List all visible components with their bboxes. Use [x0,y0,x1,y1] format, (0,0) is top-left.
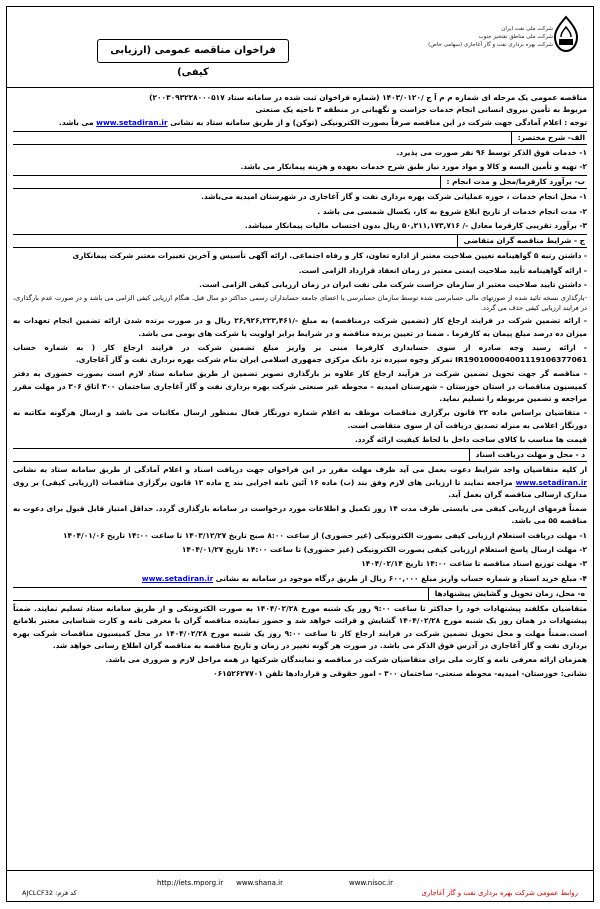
section-c-item: - داشتن تایید صلاحیت معتبر از سازمان حراست شرکت ملی نفت ایران در زمان ارزیابی کیفی الزامی است. [199,279,587,289]
tender-attention [13,117,587,129]
section-e-text: متقاضیان مکلفند پیشنهادات خود را حداکثر تا ساعت ۹:۰۰ روز یک شنبه مورخ ۱۴۰۴/۰۲/۲۸ به صورت الکترونیکی و از طریق سامانه ستاد تسلیم نمایند. ضمناً پیشنهادات در همان روز یک شنبه مورخ ۱۴۰۴/۰۲/۲۸ گشایش و قرائت خواهد شد و حضور نماینده مناقصه گران با معرفی نامه و کارت شناسایی معتبر بلامانع است.ضمناً مهلت و محل تحویل تضمین شرکت در فرایند ارجاع کار تا ساعت ۹:۰۰ روز یک شنبه مورخ ۱۴۰۴/۰۲/۲۸ در محل کمیسیون مناقصات شرکت بهره برداری نفت و گاز آغاجاری در آدرس فوق الذکر می باشد. در صورت هر گونه تغییر در زمان و تاریخ مناقصه به مناقصه گران اطلاع رسانی خواهد شد. [13,603,587,650]
section-c-item: - متقاضیان براساس ماده ۲۲ قانون برگزاری مناقصات موظف به اعلام شماره دورنگار فعال بمنظور ارسال مکاتبات می باشد و ارسال هرگونه مکاتبه به دورنگار اعلامی به منزله تصدیق دریافت آن از سوی متقاضی است. [13,408,587,430]
setad-link[interactable]: www.setadiran.ir [141,573,214,583]
section-c-item: - داشتن رتبه ۵ گواهینامه تعیین صلاحیت معتبر از اداره تعاون، کار و رفاه اجتماعی. ارائه آگهی تأسیس و آخرین تغییرات معتبر شرکت پیمانکاری [72,251,587,261]
company-logo-block [413,15,583,79]
section-d-text-2: مراجعه نمایند تا ارزیابی های لازم وفق بند (ب) ماده ۱۶ آئین نامه اجرایی بند ج ماده ۱۲ قانون برگزاری مناقصات (ارزیابی کیفی) بر روی مدارک ارسالی مناقصه گران بعمل آید. [13,477,587,499]
section-c-item: - مناقصه گر جهت تحویل تضمین شرکت در فرآیند ارجاع کار علاوه بر بارگذاری تصویر تضمین از طریق سامانه ستاد لازم است بصورت حضوری به دفتر کمیسیون مناقصات در استان خوزستان – شهرستان امیدیه – محوطه غیر صنعتی شرکت بهره برداری نفت و گاز آغاجاری ساختمان ۳۰۰ اتاق ۳۰۶ در مهلت مقرر مراجعه و تضمین مربوطه را تسلیم نماید. [13,369,587,404]
org-line-3: شرکت بهره برداری نفت و گاز آغاجاری (سهامی خاص) [428,42,553,48]
section-c-item: قیمت ها مناسب با کالای ساخت داخل با لحاظ کیفیت ارائه گردد. [354,434,587,444]
section-e-address: نشانی: خوزستان- امیدیه- محوطه صنعتی- ساختمان ۳۰۰ - امور حقوقی و قراردادها تلفن ۰۶۱۵۲۶۲۷۷۰۱ [213,669,587,679]
section-d-heading: د - محل و مهلت دریافت اسناد [13,448,587,462]
section-d-text-3: ضمناً فرمهای ارزیابی کیفی می بایستی ظرف مدت ۱۴ روز تکمیل و اطلاعات مورد درخواست در سامانه بارگذاری گردد. حداقل امتیاز قابل قبول برای دعوت به مناقصه ۵۵ می باشد. [13,504,587,526]
section-a-heading: الف- شرح مختصر: [13,131,587,145]
iets-url[interactable]: http://iets.mporg.ir [157,879,224,887]
section-d-item-2: ۲- مهلت ارسال پاسخ استعلام ارزیابی کیفی بصورت الکترونیکی (غیر حضوری) تا ساعت ۱۴:۰۰ تاریخ ۱۴۰۴/۰۱/۲۷ [181,545,587,555]
section-d-item-4-text: ۴- مبلغ خرید اسناد و شماره حساب واریز مبلغ ۶۰۰,۰۰۰ ریال از طریق درگاه موجود در سامانه به نشانی [215,573,587,583]
section-d-text-1: از کلیه متقاضیان واجد شرایط دعوت بعمل می آید ظرف مهلت مقرر در این فراخوان جهت دریافت اسناد و اعلام آمادگی از طریق سامانه ستاد به نشانی [13,465,587,475]
nioc-logo-icon [549,15,583,55]
tender-subject: مربوط به تأمین نیروی انسانی انجام خدمات حراست و نگهبانی در منطقه ۳ ناحیه یک صنعتی [255,105,587,115]
section-b-item-2: ۲- مدت انجام خدمات از تاریخ ابلاغ شروع به کار، یکسال شمسی می باشد . [317,206,587,216]
org-line-2: شرکت ملی مناطق نفتخیز جنوب [478,34,553,40]
public-relations-text: روابط عمومی شرکت بهره برداری نفت و گاز آغاجاری [421,889,578,897]
setad-link[interactable]: www.setadiran.ir [515,477,588,487]
organization-name [413,25,553,49]
nisoc-url[interactable]: www.nisoc.ir [349,879,393,887]
section-c-item: -بارگذاری نسخه تائید شده از صورتهای مالی حسابرسی شده توسط سازمان حسابرسی یا اعضای جامعه حسابداران رسمی حداکثر دو سال قبل. هنگام ارزیابی کیفی الزامی می باشد و در صورت عدم بارگذاری، در فرایند ارزیابی کیفی حذف می گردد. [13,294,587,313]
section-d-item-3: ۳- مهلت توزیع اسناد مناقصه تا ساعت ۱۴:۰۰ تاریخ ۱۴۰۴/۰۲/۱۴ [361,559,587,569]
section-d-text [13,464,587,501]
section-c-item: - ارائه گواهینامه تأیید صلاحیت ایمنی معتبر در زمان انعقاد قرارداد الزامی است. [298,265,587,275]
setad-link[interactable]: www.setadiran.ir [96,117,168,127]
attention-end: می باشد. [59,117,94,127]
attention-text: توجه : اعلام آمادگی جهت شرکت در این مناقصه صرفاً بصورت الکترونیکی (توکن) و از طریق سامانه ستاد به نشانی [170,117,587,127]
section-c-heading: ج - شرایط مناقصه گران متقاضی [13,234,587,248]
section-b-item-3: ۳- برآورد تقریبی کارفرما معادل -/ ۵۰,۲۱۱,۱۷۳,۷۱۶ ریال بدون احتساب مالیات پیمانکار میباشد. [244,221,587,231]
section-c-item: - ارائه رسید وجه صادره از سوی حسابداری کارفرما مبنی بر واریز مبلغ تضمین شرکت در فرایند ارجاع کار ( به شماره حساب IR190100004001119106377061 تمرکز وجوه سپرده نزد بانک مرکزی جمهوری اسلامی ایران بنام شرکت بهره برداری نفت و گاز آغاجاری. [13,342,587,365]
notice-header [7,7,593,88]
tender-number-line: مناقصه عمومی یک مرحله ای شماره م م آ ج /۱۴۰۳/۰۱۲۰ (شماره فراخوان ثبت شده در سامانه ستاد ۲۰۰۳۰۹۳۲۲۸۰۰۰۵۱۷) [149,93,587,102]
tender-notice [6,6,594,902]
section-a-item-2: ۲- تهیه و تأمین البسه و کالا و مواد مورد نیاز طبق شرح خدمات بعهده و هزینه پیمانکار می باشد. [240,162,587,172]
notice-title: فراخوان مناقصه عمومی (ارزیابی کیفی) [97,39,289,63]
shana-url[interactable]: www.shana.ir [236,879,283,887]
notice-footer [7,870,593,901]
section-e-heading: ه- محل، زمان تحویل و گشایش پیشنهادها [13,587,587,601]
section-e-text-2: همزمان ارائه معرفی نامه و کارت ملی برای متقاضیان شرکت در مناقصه و نمایندگان شرکتها در همه مراحل لازم و ضروری می باشد. [105,655,587,665]
org-line-1: شرکت ملی نفت ایران [501,26,553,32]
section-c-item: - ارائه تضمین شرکت در فرایند ارجاع کار (تضمین شرکت درمناقصه) به مبلغ -/۲۶,۹۲۶,۲۲۳,۴۶۱ ریال و در صورت برنده شدن ارائه تضمین انجام تعهدات به میزان ده درصد مبلغ پیمان به کارفرما . ضمنا در تعیین برنده مناقصه و در شرایط برابر اولویت با شرکت های بومی می باشد. [13,316,587,338]
section-b-item-1: ۱- محل انجام خدمات ، حوزه عملیاتی شرکت بهره برداری نفت و گاز آغاجاری در شهرستان امیدیه می‌باشد. [201,192,587,202]
notice-body [7,88,593,681]
section-a-item-1: ۱- خدمات فوق الذکر توسط ۹۶ نفر صورت می پذیرد. [396,147,587,157]
section-d-item-4 [13,573,587,585]
form-code: کد فرم: AJCLCF32 [22,889,77,897]
section-d-item-1: ۱- مهلت دریافت استعلام ارزیابی کیفی بصورت الکترونیکی (غیر حضوری) از ساعت ۸:۰۰ صبح تاریخ ۱۴۰۳/۱۲/۲۷ تا ساعت ۱۴:۰۰ تاریخ ۱۴۰۴/۰۱/۰۶ [62,530,587,540]
section-b-heading: ب- برآورد کارفرما/محل و مدت انجام : [13,175,587,189]
